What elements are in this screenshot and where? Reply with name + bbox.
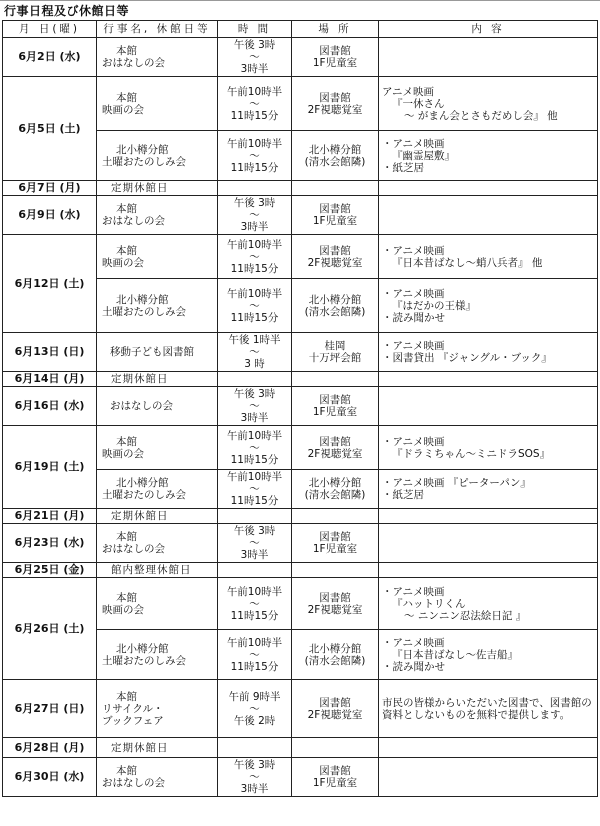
empty-cell (379, 509, 598, 524)
content-line: 『日本昔ばなし〜蛸八兵者』 他 (392, 256, 543, 269)
content-line: 『一休さん (392, 97, 445, 110)
event-cell (97, 77, 218, 131)
place-cell (292, 524, 379, 563)
content-line: 市民の皆様からいただいた図書で、図書館の資料としないものを無料で提供します。 (382, 696, 592, 721)
empty-cell (218, 372, 292, 387)
table-row (3, 426, 598, 470)
time-line: 〜 (249, 97, 260, 110)
time-line: 3時半 (240, 783, 269, 795)
place-line: 2F視聴覚室 (307, 708, 363, 721)
closed-day-row (3, 563, 598, 578)
content-line: ・図書貸出 『ジャングル・ブック』 (382, 352, 552, 364)
place-line: 2F視聴覚室 (307, 603, 363, 616)
date-cell: 6月23日 (水) (3, 524, 97, 563)
time-line: 午前10時半 (226, 137, 283, 150)
event-cell (97, 279, 218, 333)
place-line: 1F児童室 (312, 215, 358, 227)
place-line: (清水会館隣) (304, 305, 366, 318)
empty-cell (379, 372, 598, 387)
date-cell: 6月27日 (日) (3, 680, 97, 738)
empty-cell (292, 372, 379, 387)
event-line: 土曜おたのしみ会 (102, 155, 186, 168)
empty-cell (218, 738, 292, 758)
closed-day-row (3, 372, 598, 387)
time-line: 午後 3時 (233, 759, 276, 771)
place-cell (292, 578, 379, 630)
closed-day-row (3, 738, 598, 758)
closed-label: 定期休館日 (97, 372, 218, 387)
date-cell: 6月21日 (月) (3, 509, 97, 524)
date-cell: 6月14日 (月) (3, 372, 97, 387)
time-cell (218, 333, 292, 372)
time-line: 午前10時半 (226, 636, 283, 649)
content-cell (379, 680, 598, 738)
time-cell (218, 38, 292, 77)
event-cell (97, 426, 218, 470)
place-line: 2F視聴覚室 (307, 447, 363, 460)
time-cell (218, 680, 292, 738)
place-line: 図書館 (319, 765, 351, 777)
date-cell: 6月2日 (水) (3, 38, 97, 77)
time-line: 午後 3時 (233, 39, 276, 51)
content-line: ・アニメ映画 (382, 435, 445, 448)
time-line: 〜 (249, 51, 260, 63)
place-cell (292, 235, 379, 279)
empty-cell (292, 181, 379, 196)
date-cell: 6月7日 (月) (3, 181, 97, 196)
event-line: 本館 (116, 435, 137, 448)
event-line: おはなしの会 (102, 57, 165, 69)
time-line: 〜 (249, 441, 260, 454)
place-cell (292, 470, 379, 509)
time-line: 〜 (249, 648, 260, 661)
event-line: 本館 (116, 91, 137, 104)
time-line: 3 時 (244, 358, 265, 370)
event-cell (97, 333, 218, 372)
event-line: 本館 (116, 591, 137, 604)
closed-label: 定期休館日 (97, 509, 218, 524)
place-line: 1F児童室 (312, 543, 358, 555)
event-line: 北小樽分館 (116, 293, 169, 306)
time-line: 11時15分 (230, 311, 279, 324)
time-line: 〜 (249, 299, 260, 312)
time-line: 11時15分 (230, 453, 279, 466)
place-line: 北小樽分館 (308, 477, 362, 489)
place-cell (292, 387, 379, 426)
empty-cell (379, 563, 598, 578)
place-line: 1F児童室 (312, 57, 358, 69)
time-cell (218, 578, 292, 630)
table-row (3, 578, 598, 630)
closed-label: 定期休館日 (97, 738, 218, 758)
event-line: 本館 (116, 203, 137, 215)
empty-cell (218, 181, 292, 196)
event-line: リサイクル・ (102, 702, 164, 715)
content-cell (379, 77, 598, 131)
place-line: 1F児童室 (312, 406, 358, 418)
table-row (3, 77, 598, 131)
date-cell: 6月13日 (日) (3, 333, 97, 372)
event-cell (97, 524, 218, 563)
time-line: 11時15分 (230, 495, 279, 507)
date-cell: 6月19日 (土) (3, 426, 97, 509)
place-cell (292, 131, 379, 181)
event-cell (97, 131, 218, 181)
event-line: ブックフェア (102, 714, 164, 727)
place-line: 十万坪会館 (308, 352, 362, 364)
table-row (3, 758, 598, 797)
time-line: 11時15分 (230, 660, 279, 673)
content-cell (379, 279, 598, 333)
header-place: 場 所 (292, 21, 379, 38)
time-line: 午後 2時 (233, 714, 276, 727)
content-cell (379, 333, 598, 372)
event-line: 土曜おたのしみ会 (102, 654, 186, 667)
event-cell (97, 680, 218, 738)
event-line: 本館 (116, 244, 137, 257)
date-cell: 6月26日 (土) (3, 578, 97, 680)
content-cell (379, 578, 598, 630)
place-line: 図書館 (319, 203, 351, 215)
time-line: 〜 (249, 483, 260, 495)
place-line: 図書館 (319, 244, 351, 257)
time-cell (218, 279, 292, 333)
content-line: ・読み聞かせ (382, 660, 445, 673)
time-line: 午前10時半 (226, 429, 283, 442)
event-cell (97, 758, 218, 797)
content-line: ・アニメ映画 (382, 585, 445, 598)
content-line: 『はだかの王様』 (392, 299, 476, 312)
time-cell (218, 426, 292, 470)
content-cell (379, 387, 598, 426)
place-line: 北小樽分館 (308, 642, 362, 655)
place-line: 図書館 (319, 696, 351, 709)
event-line: 土曜おたのしみ会 (102, 305, 186, 318)
content-line: 『日本昔ばなし〜佐吉船』 (392, 648, 518, 661)
content-line: ・アニメ映画 『ピーターパン』 (382, 477, 531, 489)
content-line: 『ドラミちゃん〜ミニドラSOS』 (392, 447, 551, 460)
schedule-table (2, 20, 598, 797)
time-line: 〜 (249, 250, 260, 263)
place-cell (292, 680, 379, 738)
time-line: 3時半 (240, 412, 269, 424)
table-row (3, 333, 598, 372)
empty-cell (292, 738, 379, 758)
time-line: 〜 (249, 771, 260, 783)
content-line: ・アニメ映画 (382, 287, 445, 300)
closed-day-row (3, 509, 598, 524)
content-cell (379, 630, 598, 680)
content-line: ・アニメ映画 (382, 244, 445, 257)
table-row (3, 38, 598, 77)
table-row (3, 196, 598, 235)
event-cell (97, 387, 218, 426)
time-line: 午後 3時 (233, 388, 276, 400)
time-line: 3時半 (240, 221, 269, 233)
event-line: 本館 (116, 690, 137, 703)
event-line: 北小樽分館 (116, 143, 169, 156)
table-row (3, 387, 598, 426)
event-line: おはなしの会 (102, 543, 165, 555)
time-line: 3時半 (240, 549, 269, 561)
content-cell (379, 196, 598, 235)
time-cell (218, 131, 292, 181)
place-cell (292, 38, 379, 77)
place-line: 北小樽分館 (308, 143, 362, 156)
time-line: 11時15分 (230, 262, 279, 275)
place-cell (292, 630, 379, 680)
time-cell (218, 630, 292, 680)
time-line: 〜 (249, 537, 260, 549)
time-cell (218, 470, 292, 509)
place-line: 図書館 (319, 91, 351, 104)
content-line: ・紙芝居 (382, 489, 424, 501)
date-cell: 6月16日 (水) (3, 387, 97, 426)
event-line: おはなしの会 (102, 215, 165, 227)
place-cell (292, 758, 379, 797)
time-cell (218, 196, 292, 235)
event-cell (97, 630, 218, 680)
content-cell (379, 758, 598, 797)
date-cell: 6月30日 (水) (3, 758, 97, 797)
time-line: 午前10時半 (226, 585, 283, 598)
header-row (3, 21, 598, 38)
content-line: ・アニメ映画 (382, 636, 445, 649)
time-line: 午前 9時半 (228, 690, 281, 703)
content-line: アニメ映画 (382, 85, 434, 98)
schedule-body (3, 38, 598, 797)
event-line: おはなしの会 (102, 777, 165, 789)
time-line: 11時15分 (230, 161, 279, 174)
place-line: 2F視聴覚室 (307, 256, 363, 269)
time-line: 午後 3時 (233, 525, 276, 537)
place-line: 1F児童室 (312, 777, 358, 789)
time-line: 〜 (249, 597, 260, 610)
place-line: 図書館 (319, 394, 351, 406)
time-line: 午後 1時半 (228, 334, 281, 346)
place-cell (292, 196, 379, 235)
time-line: 〜 (249, 209, 260, 221)
closed-label: 定期休館日 (97, 181, 218, 196)
content-cell (379, 131, 598, 181)
content-line: 〜 ニンニン忍法絵日記 』 (404, 609, 527, 622)
closed-day-row (3, 181, 598, 196)
time-line: 11時15分 (230, 609, 279, 622)
event-line: 北小樽分館 (116, 642, 169, 655)
empty-cell (379, 738, 598, 758)
content-line: ・紙芝居 (382, 161, 424, 174)
content-cell (379, 38, 598, 77)
event-line: 本館 (116, 765, 137, 777)
event-cell (97, 196, 218, 235)
event-line: 北小樽分館 (116, 477, 169, 489)
event-cell (97, 578, 218, 630)
event-line: 映画の会 (102, 256, 144, 269)
page-title: 行事日程及び休館日等 (4, 4, 130, 18)
event-name: おはなしの会 (110, 400, 173, 412)
time-cell (218, 387, 292, 426)
content-cell (379, 524, 598, 563)
event-cell (97, 470, 218, 509)
top-rule (0, 0, 600, 1)
event-line: 映画の会 (102, 603, 144, 616)
content-cell (379, 470, 598, 509)
time-line: 11時15分 (230, 109, 279, 122)
empty-cell (379, 181, 598, 196)
place-cell (292, 279, 379, 333)
time-line: 〜 (249, 346, 260, 358)
content-line: 『幽霊屋敷』 (392, 149, 455, 162)
event-line: 映画の会 (102, 447, 144, 460)
header-date: 月 日(曜) (3, 21, 97, 38)
place-cell (292, 426, 379, 470)
content-line: ・読み聞かせ (382, 311, 445, 324)
content-cell (379, 426, 598, 470)
time-line: 〜 (249, 702, 260, 715)
empty-cell (292, 509, 379, 524)
header-time: 時 間 (218, 21, 292, 38)
content-line: 〜 がまん会とさもだめし会』 他 (404, 109, 558, 122)
time-line: 午前10時半 (226, 471, 283, 483)
time-cell (218, 524, 292, 563)
header-content: 内 容 (379, 21, 598, 38)
place-line: (清水会館隣) (304, 489, 366, 501)
place-line: 図書館 (319, 591, 351, 604)
event-cell (97, 38, 218, 77)
place-line: (清水会館隣) (304, 155, 366, 168)
date-cell: 6月9日 (水) (3, 196, 97, 235)
date-cell: 6月12日 (土) (3, 235, 97, 333)
time-line: 3時半 (240, 63, 269, 75)
time-line: 午前10時半 (226, 238, 283, 251)
empty-cell (292, 563, 379, 578)
place-line: 図書館 (319, 531, 351, 543)
closed-label: 館内整理休館日 (97, 563, 218, 578)
empty-cell (218, 563, 292, 578)
event-line: 本館 (116, 531, 137, 543)
time-cell (218, 235, 292, 279)
event-line: 本館 (116, 45, 137, 57)
table-row (3, 680, 598, 738)
date-cell: 6月25日 (金) (3, 563, 97, 578)
time-cell (218, 758, 292, 797)
place-line: 2F視聴覚室 (307, 103, 363, 116)
content-line: 『ハットリくん (392, 597, 466, 610)
place-line: (清水会館隣) (304, 654, 366, 667)
time-line: 〜 (249, 400, 260, 412)
date-cell: 6月28日 (月) (3, 738, 97, 758)
time-line: 午前10時半 (226, 85, 283, 98)
header-event: 行事名, 休館日等 (97, 21, 218, 38)
content-line: ・アニメ映画 (382, 137, 445, 150)
time-cell (218, 77, 292, 131)
place-cell (292, 333, 379, 372)
content-line: ・アニメ映画 (382, 340, 445, 352)
table-row (3, 524, 598, 563)
table-row (3, 235, 598, 279)
event-cell (97, 235, 218, 279)
event-name: 移動子ども図書館 (110, 346, 194, 358)
time-line: 午前10時半 (226, 287, 283, 300)
place-line: 桂岡 (324, 340, 346, 352)
time-line: 〜 (249, 149, 260, 162)
event-line: 土曜おたのしみ会 (102, 489, 186, 501)
date-cell: 6月5日 (土) (3, 77, 97, 181)
place-line: 北小樽分館 (308, 293, 362, 306)
content-cell (379, 235, 598, 279)
time-line: 午後 3時 (233, 197, 276, 209)
place-cell (292, 77, 379, 131)
place-line: 図書館 (319, 45, 351, 57)
place-line: 図書館 (319, 435, 351, 448)
empty-cell (218, 509, 292, 524)
event-line: 映画の会 (102, 103, 144, 116)
